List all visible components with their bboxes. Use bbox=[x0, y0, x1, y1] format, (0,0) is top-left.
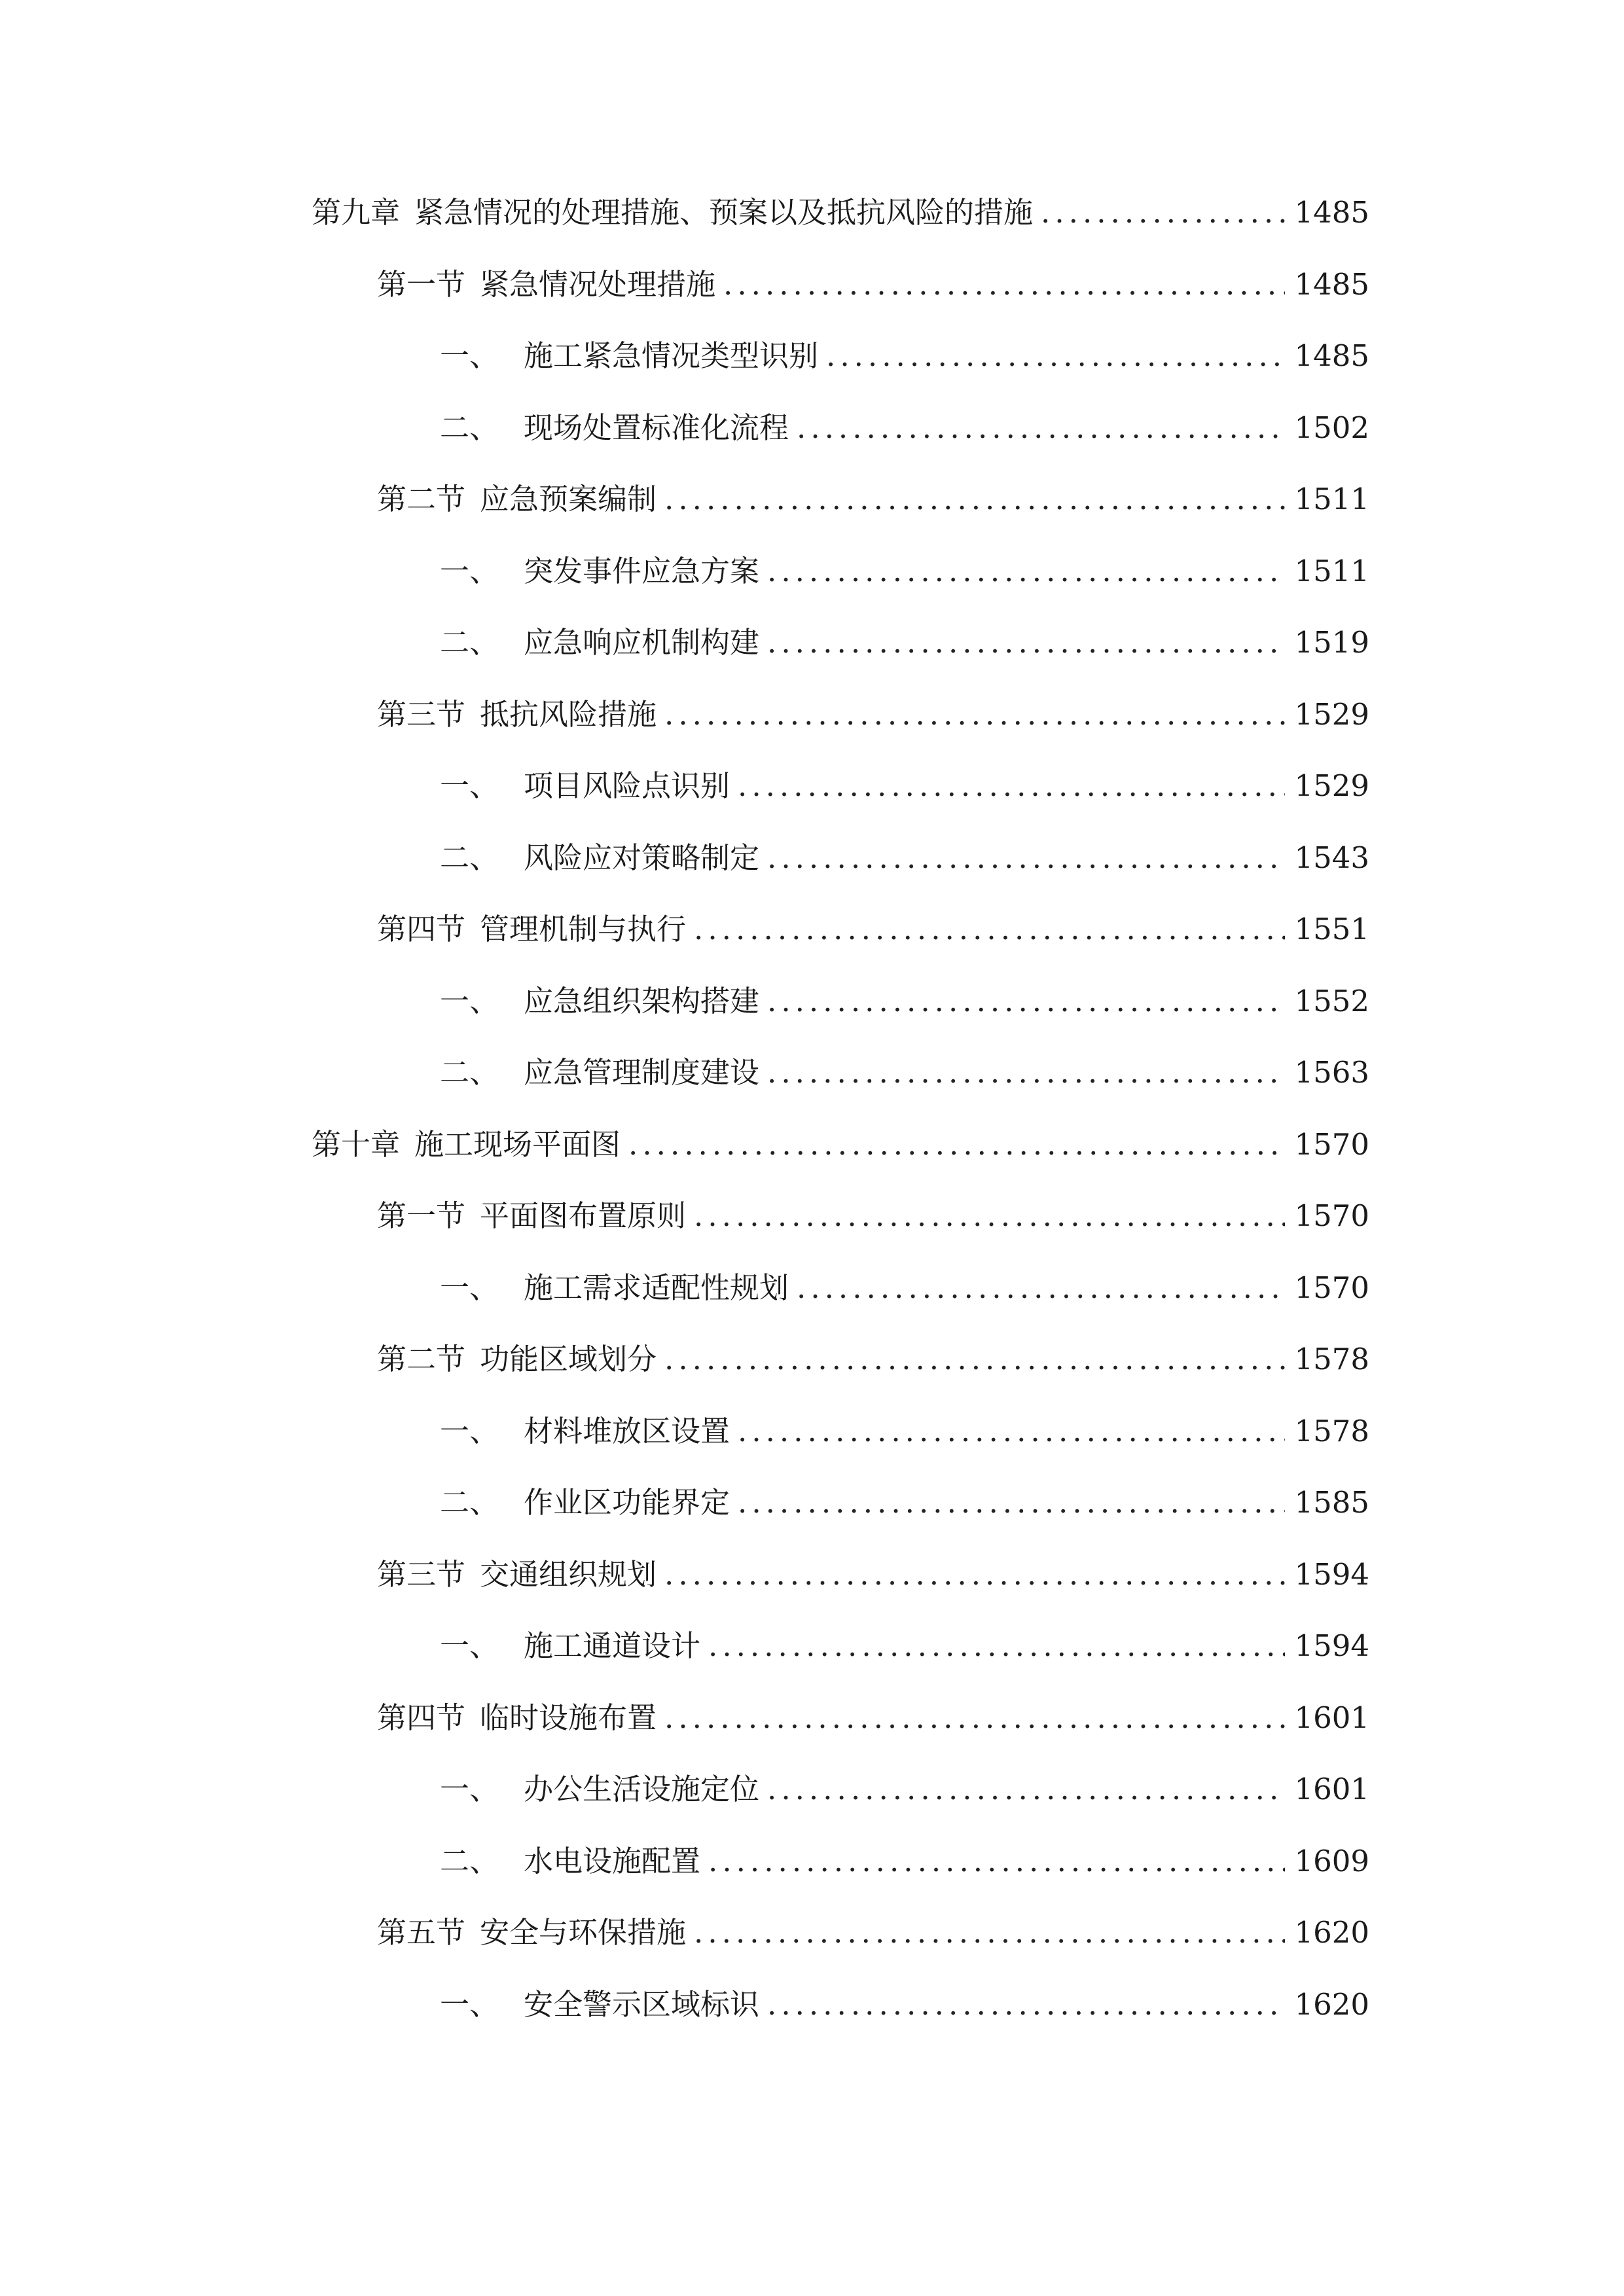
dot-leader bbox=[767, 1770, 1285, 1809]
toc-page-number: 1543 bbox=[1294, 840, 1369, 875]
toc-section-entry[interactable] bbox=[312, 1340, 1369, 1412]
toc-page-number: 1519 bbox=[1294, 625, 1369, 660]
toc-page-number: 1551 bbox=[1294, 912, 1369, 946]
dot-leader bbox=[1041, 193, 1285, 232]
toc-subsection-entry[interactable] bbox=[312, 1770, 1369, 1842]
dot-leader bbox=[826, 336, 1285, 376]
toc-entry-title: 应急管理制度建设 bbox=[524, 1055, 760, 1090]
toc-entry-title: 施工现场平面图 bbox=[414, 1126, 621, 1162]
toc-entry-number: 一、 bbox=[440, 338, 499, 373]
toc-subsection-entry[interactable] bbox=[312, 982, 1369, 1054]
dot-leader bbox=[767, 982, 1285, 1021]
toc-page-number: 1485 bbox=[1294, 195, 1369, 230]
toc-page-number: 1601 bbox=[1294, 1700, 1369, 1735]
toc-entry-title: 安全警示区域标识 bbox=[524, 1986, 760, 2022]
toc-page-number: 1511 bbox=[1294, 482, 1369, 516]
toc-entry-number: 一、 bbox=[440, 1628, 499, 1663]
toc-entry-number: 第十章 bbox=[312, 1126, 401, 1162]
toc-section-entry[interactable] bbox=[312, 1555, 1369, 1627]
toc-subsection-entry[interactable] bbox=[312, 1842, 1369, 1914]
dot-leader bbox=[767, 838, 1285, 878]
toc-subsection-entry[interactable] bbox=[312, 1483, 1369, 1555]
toc-section-entry[interactable] bbox=[312, 695, 1369, 767]
dot-leader bbox=[723, 265, 1285, 304]
toc-chapter-entry[interactable] bbox=[312, 193, 1369, 265]
toc-page-number: 1609 bbox=[1294, 1843, 1369, 1878]
dot-leader bbox=[767, 623, 1285, 662]
dot-leader bbox=[664, 480, 1285, 519]
toc-page-number: 1594 bbox=[1294, 1628, 1369, 1663]
toc-entry-title: 抵抗风险措施 bbox=[480, 696, 657, 732]
toc-subsection-entry[interactable] bbox=[312, 408, 1369, 480]
toc-entry-title: 施工通道设计 bbox=[524, 1628, 701, 1663]
dot-leader bbox=[664, 695, 1285, 734]
toc-entry-number: 二、 bbox=[440, 1485, 499, 1520]
toc-page-number: 1511 bbox=[1294, 553, 1369, 588]
toc-entry-title: 应急预案编制 bbox=[480, 482, 657, 516]
dot-leader bbox=[767, 552, 1285, 591]
toc-entry-number: 第四节 bbox=[377, 1700, 466, 1735]
toc-entry-number: 第五节 bbox=[377, 1915, 466, 1950]
toc-subsection-entry[interactable] bbox=[312, 623, 1369, 695]
toc-entry-number: 二、 bbox=[440, 840, 499, 875]
table-of-contents bbox=[312, 193, 1369, 2056]
toc-entry-title: 水电设施配置 bbox=[524, 1843, 701, 1878]
toc-page-number: 1502 bbox=[1294, 410, 1369, 445]
toc-entry-number: 二、 bbox=[440, 625, 499, 660]
dot-leader bbox=[664, 1555, 1285, 1594]
toc-page-number: 1570 bbox=[1294, 1126, 1369, 1162]
toc-section-entry[interactable] bbox=[312, 1698, 1369, 1770]
dot-leader bbox=[628, 1125, 1285, 1164]
toc-entry-title: 临时设施布置 bbox=[480, 1700, 657, 1735]
toc-page-number: 1563 bbox=[1294, 1055, 1369, 1090]
toc-page-number: 1529 bbox=[1294, 696, 1369, 732]
dot-leader bbox=[797, 408, 1285, 448]
toc-entry-title: 紧急情况的处理措施、预案以及抵抗风险的措施 bbox=[414, 195, 1034, 230]
toc-entry-title: 风险应对策略制定 bbox=[524, 840, 760, 875]
dot-leader bbox=[694, 910, 1285, 949]
toc-entry-number: 一、 bbox=[440, 1413, 499, 1448]
toc-entry-title: 管理机制与执行 bbox=[480, 912, 687, 946]
toc-page-number: 1570 bbox=[1294, 1198, 1369, 1233]
toc-page-number: 1529 bbox=[1294, 768, 1369, 803]
toc-entry-number: 第三节 bbox=[377, 1556, 466, 1592]
toc-entry-number: 第二节 bbox=[377, 1342, 466, 1376]
dot-leader bbox=[694, 1913, 1285, 1952]
toc-subsection-entry[interactable] bbox=[312, 1268, 1369, 1340]
toc-entry-number: 第一节 bbox=[377, 1198, 466, 1233]
toc-entry-number: 一、 bbox=[440, 553, 499, 588]
toc-page-number: 1585 bbox=[1294, 1485, 1369, 1520]
toc-subsection-entry[interactable] bbox=[312, 336, 1369, 408]
toc-entry-title: 安全与环保措施 bbox=[480, 1915, 687, 1950]
toc-entry-title: 办公生活设施定位 bbox=[524, 1772, 760, 1806]
toc-entry-title: 材料堆放区设置 bbox=[524, 1413, 731, 1448]
toc-page-number: 1578 bbox=[1294, 1413, 1369, 1448]
toc-subsection-entry[interactable] bbox=[312, 552, 1369, 624]
toc-entry-title: 交通组织规划 bbox=[480, 1556, 657, 1592]
toc-entry-title: 平面图布置原则 bbox=[480, 1198, 687, 1233]
toc-entry-number: 二、 bbox=[440, 1055, 499, 1090]
toc-page-number: 1570 bbox=[1294, 1270, 1369, 1305]
toc-page-number: 1601 bbox=[1294, 1772, 1369, 1806]
dot-leader bbox=[738, 1483, 1285, 1522]
toc-section-entry[interactable] bbox=[312, 1196, 1369, 1268]
toc-subsection-entry[interactable] bbox=[312, 838, 1369, 910]
toc-entry-number: 第九章 bbox=[312, 195, 401, 230]
dot-leader bbox=[664, 1698, 1285, 1738]
toc-chapter-entry[interactable] bbox=[312, 1125, 1369, 1197]
toc-entry-title: 应急组织架构搭建 bbox=[524, 983, 760, 1018]
toc-entry-title: 项目风险点识别 bbox=[524, 768, 731, 803]
toc-page-number: 1620 bbox=[1294, 1986, 1369, 2022]
toc-entry-title: 应急响应机制构建 bbox=[524, 625, 760, 660]
dot-leader bbox=[767, 1053, 1285, 1092]
toc-entry-number: 第四节 bbox=[377, 912, 466, 946]
toc-entry-number: 二、 bbox=[440, 1843, 499, 1878]
toc-entry-number: 一、 bbox=[440, 1270, 499, 1305]
toc-subsection-entry[interactable] bbox=[312, 1053, 1369, 1125]
dot-leader bbox=[694, 1196, 1285, 1236]
toc-entry-title: 紧急情况处理措施 bbox=[480, 266, 716, 302]
toc-entry-title: 施工需求适配性规划 bbox=[524, 1270, 789, 1305]
toc-entry-number: 一、 bbox=[440, 1986, 499, 2022]
toc-subsection-entry[interactable] bbox=[312, 766, 1369, 838]
toc-entry-number: 一、 bbox=[440, 983, 499, 1018]
dot-leader bbox=[708, 1842, 1285, 1881]
toc-subsection-entry[interactable] bbox=[312, 1412, 1369, 1484]
toc-section-entry[interactable] bbox=[312, 480, 1369, 552]
dot-leader bbox=[738, 766, 1285, 806]
toc-entry-title: 突发事件应急方案 bbox=[524, 553, 760, 588]
toc-section-entry[interactable] bbox=[312, 265, 1369, 337]
toc-entry-title: 作业区功能界定 bbox=[524, 1485, 731, 1520]
toc-entry-title: 功能区域划分 bbox=[480, 1342, 657, 1376]
toc-entry-number: 一、 bbox=[440, 768, 499, 803]
toc-page-number: 1578 bbox=[1294, 1342, 1369, 1376]
toc-page-number: 1594 bbox=[1294, 1556, 1369, 1592]
toc-section-entry[interactable] bbox=[312, 910, 1369, 982]
toc-entry-number: 一、 bbox=[440, 1772, 499, 1806]
toc-page-number: 1485 bbox=[1294, 266, 1369, 302]
toc-section-entry[interactable] bbox=[312, 1913, 1369, 1985]
toc-page-number: 1620 bbox=[1294, 1915, 1369, 1950]
toc-page-number: 1552 bbox=[1294, 983, 1369, 1018]
dot-leader bbox=[708, 1626, 1285, 1666]
toc-page-number: 1485 bbox=[1294, 338, 1369, 373]
toc-entry-number: 第二节 bbox=[377, 482, 466, 516]
toc-subsection-entry[interactable] bbox=[312, 1626, 1369, 1698]
toc-entry-title: 施工紧急情况类型识别 bbox=[524, 338, 819, 373]
toc-entry-number: 第三节 bbox=[377, 696, 466, 732]
dot-leader bbox=[767, 1985, 1285, 2024]
toc-entry-title: 现场处置标准化流程 bbox=[524, 410, 789, 445]
toc-entry-number: 二、 bbox=[440, 410, 499, 445]
dot-leader bbox=[797, 1268, 1285, 1308]
toc-entry-number: 第一节 bbox=[377, 266, 466, 302]
dot-leader bbox=[664, 1340, 1285, 1379]
dot-leader bbox=[738, 1412, 1285, 1451]
toc-subsection-entry[interactable] bbox=[312, 1985, 1369, 2057]
